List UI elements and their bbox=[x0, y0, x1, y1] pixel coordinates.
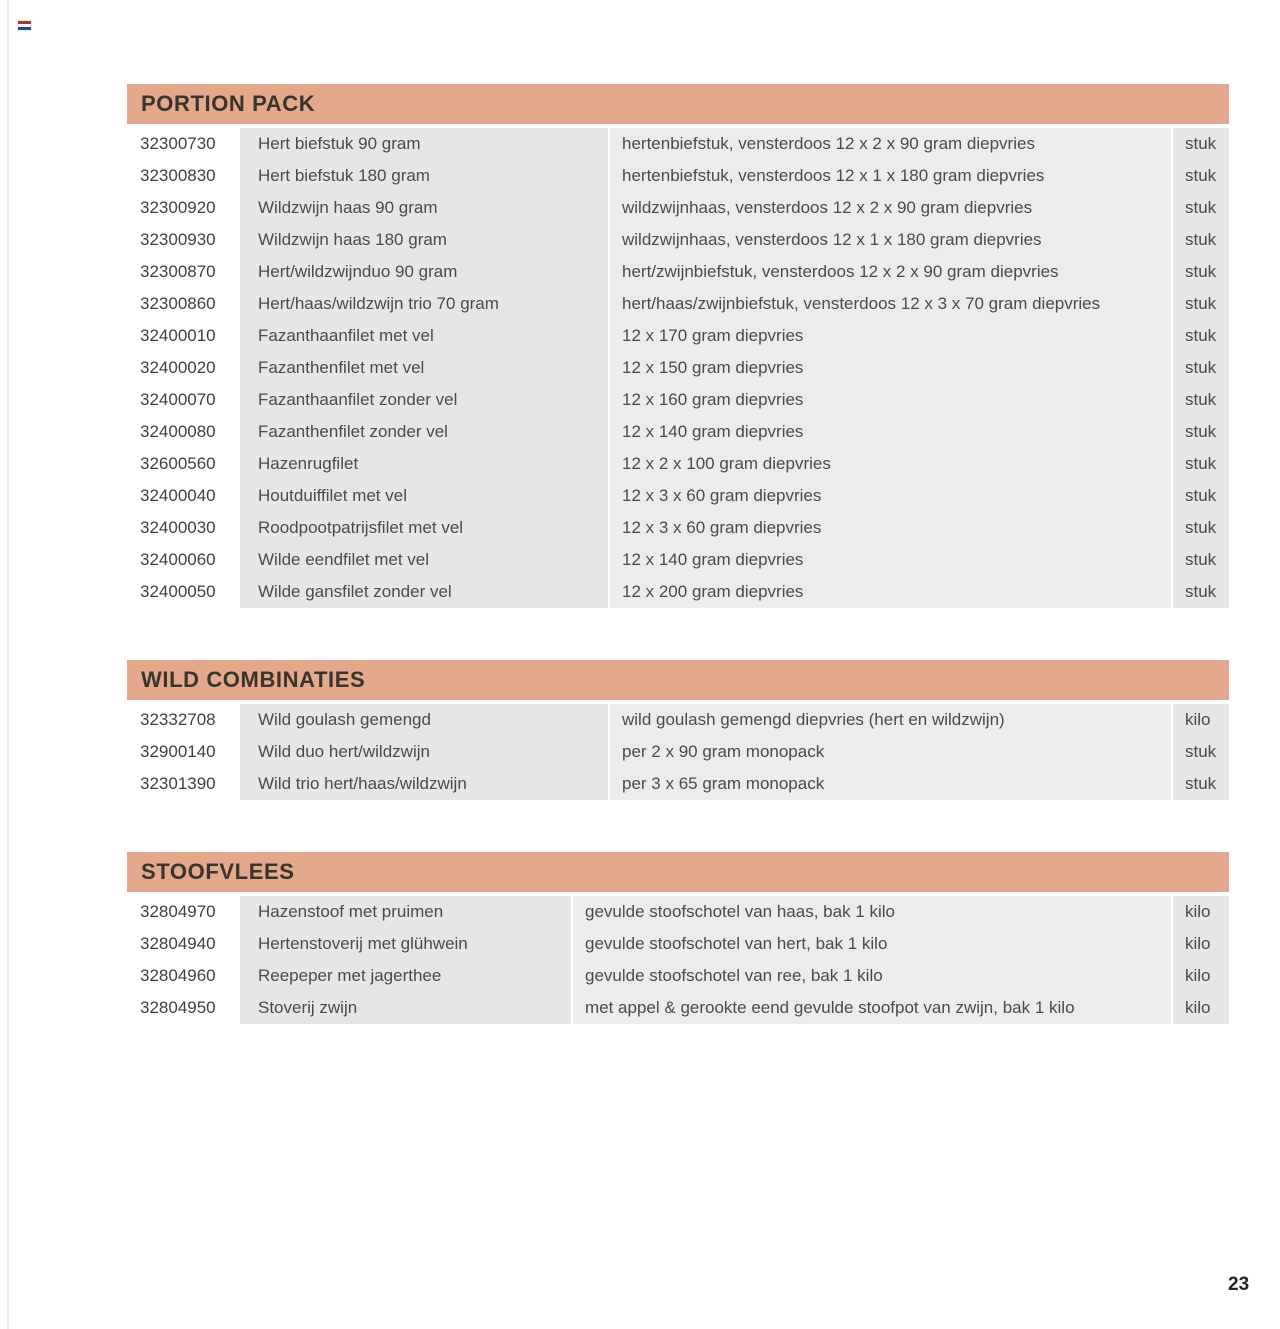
table-row bbox=[127, 576, 1229, 608]
product-name: Wild trio hert/haas/wildzwijn bbox=[240, 768, 608, 800]
page-edge-divider bbox=[7, 0, 9, 1329]
product-description: 12 x 140 gram diepvries bbox=[610, 544, 1171, 576]
table-row bbox=[127, 256, 1229, 288]
unit-label: kilo bbox=[1173, 928, 1229, 960]
article-code: 32300830 bbox=[127, 160, 238, 192]
table-row bbox=[127, 928, 1229, 960]
table-row bbox=[127, 960, 1229, 992]
unit-label: stuk bbox=[1173, 384, 1229, 416]
article-code: 32400030 bbox=[127, 512, 238, 544]
unit-label: stuk bbox=[1173, 256, 1229, 288]
product-description: hert/zwijnbiefstuk, vensterdoos 12 x 2 x 90 gram diepvries bbox=[610, 256, 1171, 288]
product-name: Hertenstoverij met glühwein bbox=[240, 928, 571, 960]
table-row bbox=[127, 480, 1229, 512]
unit-label: stuk bbox=[1173, 192, 1229, 224]
product-description: 12 x 200 gram diepvries bbox=[610, 576, 1171, 608]
product-name: Wild goulash gemengd bbox=[240, 704, 608, 736]
unit-label: stuk bbox=[1173, 224, 1229, 256]
unit-label: stuk bbox=[1173, 512, 1229, 544]
section-title: STOOFVLEES bbox=[141, 859, 295, 884]
article-code: 32900140 bbox=[127, 736, 238, 768]
product-description: hert/haas/zwijnbiefstuk, vensterdoos 12 x 3 x 70 gram diepvries bbox=[610, 288, 1171, 320]
product-name: Hazenrugfilet bbox=[240, 448, 608, 480]
section-portion-pack bbox=[127, 84, 1229, 608]
product-description: 12 x 150 gram diepvries bbox=[610, 352, 1171, 384]
product-description: met appel & gerookte eend gevulde stoofpot van zwijn, bak 1 kilo bbox=[573, 992, 1171, 1024]
dutch-flag-icon bbox=[18, 21, 31, 30]
article-code: 32301390 bbox=[127, 768, 238, 800]
article-code: 32300920 bbox=[127, 192, 238, 224]
table-row bbox=[127, 128, 1229, 160]
table-row bbox=[127, 768, 1229, 800]
product-description: 12 x 160 gram diepvries bbox=[610, 384, 1171, 416]
flag-stripe-blue bbox=[18, 27, 31, 30]
unit-label: stuk bbox=[1173, 160, 1229, 192]
article-code: 32300730 bbox=[127, 128, 238, 160]
article-code: 32400080 bbox=[127, 416, 238, 448]
table-row bbox=[127, 896, 1229, 928]
article-code: 32600560 bbox=[127, 448, 238, 480]
product-name: Roodpootpatrijsfilet met vel bbox=[240, 512, 608, 544]
table-row bbox=[127, 736, 1229, 768]
product-description: wildzwijnhaas, vensterdoos 12 x 1 x 180 gram diepvries bbox=[610, 224, 1171, 256]
article-code: 32300930 bbox=[127, 224, 238, 256]
product-name: Stoverij zwijn bbox=[240, 992, 571, 1024]
unit-label: stuk bbox=[1173, 736, 1229, 768]
table-row bbox=[127, 288, 1229, 320]
article-code: 32300860 bbox=[127, 288, 238, 320]
unit-label: stuk bbox=[1173, 288, 1229, 320]
product-description: wildzwijnhaas, vensterdoos 12 x 2 x 90 gram diepvries bbox=[610, 192, 1171, 224]
product-name: Hazenstoof met pruimen bbox=[240, 896, 571, 928]
product-name: Houtduiffilet met vel bbox=[240, 480, 608, 512]
product-description: 12 x 170 gram diepvries bbox=[610, 320, 1171, 352]
unit-label: kilo bbox=[1173, 960, 1229, 992]
article-code: 32804950 bbox=[127, 992, 238, 1024]
product-name: Wild duo hert/wildzwijn bbox=[240, 736, 608, 768]
product-name: Fazanthaanfilet zonder vel bbox=[240, 384, 608, 416]
article-code: 32400050 bbox=[127, 576, 238, 608]
unit-label: stuk bbox=[1173, 448, 1229, 480]
product-name: Wildzwijn haas 90 gram bbox=[240, 192, 608, 224]
product-description: hertenbiefstuk, vensterdoos 12 x 1 x 180 gram diepvries bbox=[610, 160, 1171, 192]
unit-label: stuk bbox=[1173, 768, 1229, 800]
table-row bbox=[127, 544, 1229, 576]
product-description: hertenbiefstuk, vensterdoos 12 x 2 x 90 gram diepvries bbox=[610, 128, 1171, 160]
table-row bbox=[127, 704, 1229, 736]
product-description: 12 x 140 gram diepvries bbox=[610, 416, 1171, 448]
unit-label: stuk bbox=[1173, 576, 1229, 608]
product-description: 12 x 3 x 60 gram diepvries bbox=[610, 512, 1171, 544]
unit-label: kilo bbox=[1173, 896, 1229, 928]
product-name: Wilde gansfilet zonder vel bbox=[240, 576, 608, 608]
unit-label: stuk bbox=[1173, 544, 1229, 576]
unit-label: stuk bbox=[1173, 320, 1229, 352]
table-row bbox=[127, 512, 1229, 544]
unit-label: stuk bbox=[1173, 352, 1229, 384]
section-header bbox=[127, 84, 1229, 124]
table-row bbox=[127, 160, 1229, 192]
product-name: Wilde eendfilet met vel bbox=[240, 544, 608, 576]
table-row bbox=[127, 416, 1229, 448]
unit-label: kilo bbox=[1173, 704, 1229, 736]
product-name: Hert/haas/wildzwijn trio 70 gram bbox=[240, 288, 608, 320]
table-row bbox=[127, 384, 1229, 416]
unit-label: kilo bbox=[1173, 992, 1229, 1024]
article-code: 32804970 bbox=[127, 896, 238, 928]
product-description: per 3 x 65 gram monopack bbox=[610, 768, 1171, 800]
page-number: 23 bbox=[1228, 1274, 1250, 1295]
unit-label: stuk bbox=[1173, 128, 1229, 160]
table-row bbox=[127, 192, 1229, 224]
article-code: 32400040 bbox=[127, 480, 238, 512]
product-description: per 2 x 90 gram monopack bbox=[610, 736, 1171, 768]
table-row bbox=[127, 352, 1229, 384]
product-name: Fazanthenfilet zonder vel bbox=[240, 416, 608, 448]
table-row bbox=[127, 992, 1229, 1024]
catalog-page bbox=[127, 84, 1229, 1024]
unit-label: stuk bbox=[1173, 416, 1229, 448]
product-name: Hert biefstuk 90 gram bbox=[240, 128, 608, 160]
product-description: gevulde stoofschotel van ree, bak 1 kilo bbox=[573, 960, 1171, 992]
table-row bbox=[127, 448, 1229, 480]
product-name: Hert biefstuk 180 gram bbox=[240, 160, 608, 192]
product-name: Hert/wildzwijnduo 90 gram bbox=[240, 256, 608, 288]
product-description: 12 x 2 x 100 gram diepvries bbox=[610, 448, 1171, 480]
section-rows bbox=[127, 128, 1229, 608]
section-rows bbox=[127, 704, 1229, 800]
unit-label: stuk bbox=[1173, 480, 1229, 512]
article-code: 32300870 bbox=[127, 256, 238, 288]
article-code: 32804940 bbox=[127, 928, 238, 960]
section-title: WILD COMBINATIES bbox=[141, 667, 366, 692]
product-name: Wildzwijn haas 180 gram bbox=[240, 224, 608, 256]
section-title: PORTION PACK bbox=[141, 91, 316, 116]
table-row bbox=[127, 320, 1229, 352]
section-header bbox=[127, 852, 1229, 892]
article-code: 32400070 bbox=[127, 384, 238, 416]
section-stoofvlees bbox=[127, 852, 1229, 1024]
product-name: Reepeper met jagerthee bbox=[240, 960, 571, 992]
product-description: 12 x 3 x 60 gram diepvries bbox=[610, 480, 1171, 512]
section-rows bbox=[127, 896, 1229, 1024]
section-wild-combinaties bbox=[127, 660, 1229, 800]
product-description: gevulde stoofschotel van haas, bak 1 kilo bbox=[573, 896, 1171, 928]
article-code: 32400020 bbox=[127, 352, 238, 384]
section-header bbox=[127, 660, 1229, 700]
article-code: 32400010 bbox=[127, 320, 238, 352]
article-code: 32804960 bbox=[127, 960, 238, 992]
product-name: Fazanthenfilet met vel bbox=[240, 352, 608, 384]
product-name: Fazanthaanfilet met vel bbox=[240, 320, 608, 352]
table-row bbox=[127, 224, 1229, 256]
article-code: 32332708 bbox=[127, 704, 238, 736]
article-code: 32400060 bbox=[127, 544, 238, 576]
product-description: wild goulash gemengd diepvries (hert en wildzwijn) bbox=[610, 704, 1171, 736]
product-description: gevulde stoofschotel van hert, bak 1 kilo bbox=[573, 928, 1171, 960]
